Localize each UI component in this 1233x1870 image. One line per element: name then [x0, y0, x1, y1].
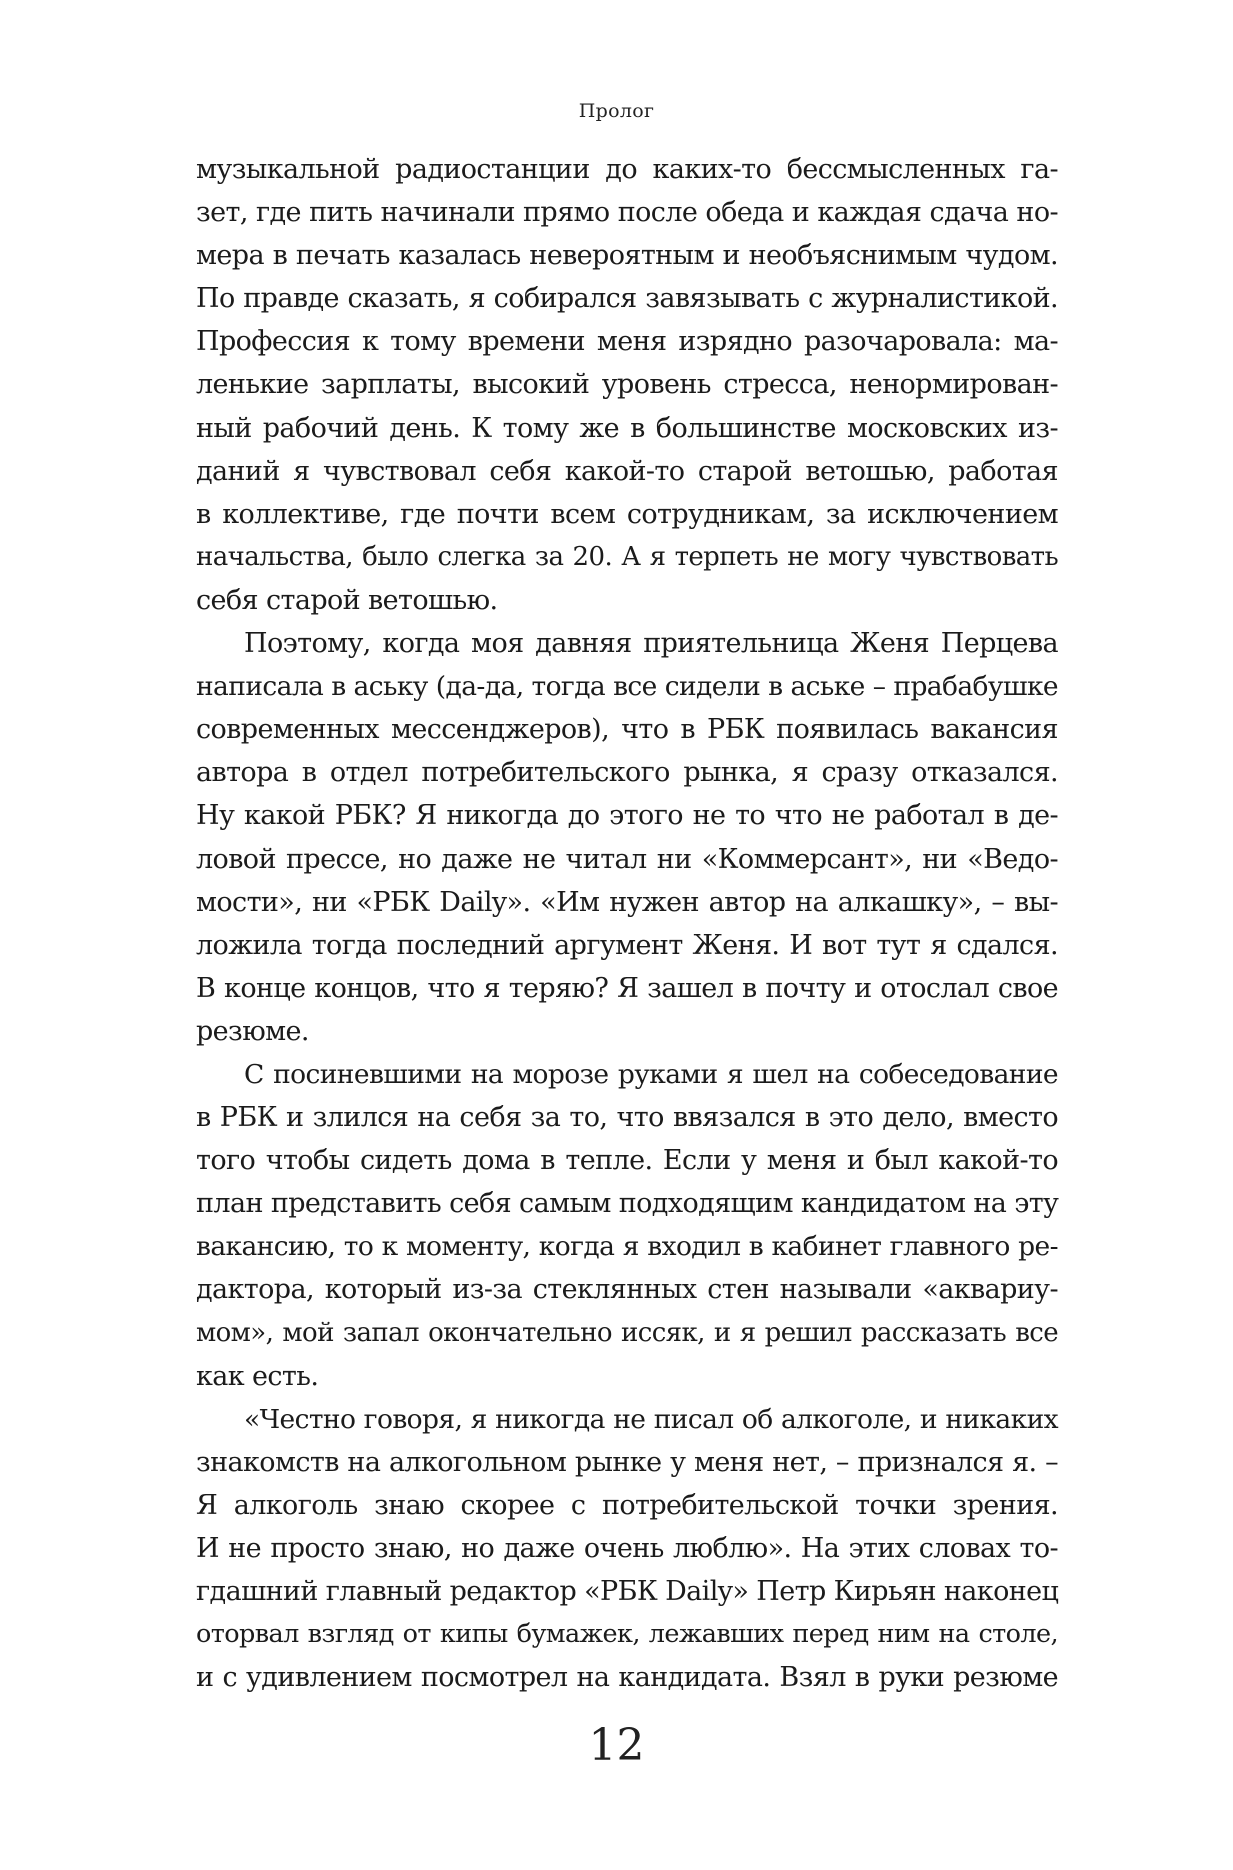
text-line: Ну какой РБК? Я никогда до этого не то что не работал в де- [196, 800, 1058, 832]
text-line: зет, где пить начинали прямо после обеда и каждая сдача но- [196, 197, 1058, 229]
text-line: автора в отдел потребительского рынка, я сразу отказался. [196, 757, 1058, 789]
text-line: музыкальной радиостанции до каких-то бессмысленных га- [196, 154, 1058, 185]
text-line: написала в аську (да-да, тогда все сидели в аське – прабабушке [196, 671, 1058, 703]
text-line: С посиневшими на морозе руками я шел на собеседование [244, 1058, 1058, 1090]
text-line: «Честно говоря, я никогда не писал об алкоголе, и никаких [244, 1403, 1058, 1435]
text-line: дактора, который из-за стеклянных стен называли «аквариу- [196, 1274, 1058, 1306]
text-line: Я алкоголь знаю скорее с потребительской точки зрения. [196, 1489, 1058, 1521]
text-line: знакомств на алкогольном рынке у меня нет, – признался я. – [196, 1446, 1058, 1478]
text-line: того чтобы сидеть дома в тепле. Если у меня и был какой-то [196, 1145, 1058, 1177]
text-line: современных мессенджеров), что в РБК появилась вакансия [196, 714, 1058, 746]
text-line: гдашний главный редактор «РБК Daily» Петр Кирьян наконец [196, 1576, 1059, 1608]
text-line: план представить себя самым подходящим кандидатом на эту [196, 1188, 1059, 1220]
running-head: Пролог [578, 100, 655, 122]
text-line: ложила тогда последний аргумент Женя. И вот тут я сдался. [196, 929, 1058, 961]
text-line: даний я чувствовал себя какой-то старой ветошью, работая [196, 455, 1058, 487]
text-line: мости», ни «РБК Daily». «Им нужен автор на алкашку», – вы- [196, 886, 1058, 918]
text-line: в РБК и злился на себя за то, что ввязался в это дело, вместо [196, 1102, 1058, 1134]
text-line: Профессия к тому времени меня изрядно разочаровала: ма- [196, 326, 1058, 358]
text-line: вакансию, то к моменту, когда я входил в кабинет главного ре- [196, 1231, 1058, 1263]
text-line: оторвал взгляд от кипы бумажек, лежавших перед ним на столе, [196, 1619, 1058, 1650]
text-line: Поэтому, когда моя давняя приятельница Женя Перцева [244, 628, 1058, 660]
text-line: и с удивлением посмотрел на кандидата. Взял в руки резюме [196, 1662, 1058, 1694]
text-line: ный рабочий день. К тому же в большинстве московских из- [196, 412, 1058, 444]
text-line: ловой прессе, но даже не читал ни «Коммерсант», ни «Ведо- [196, 843, 1058, 875]
text-line: мера в печать казалась невероятным и необъяснимым чудом. [196, 240, 1058, 272]
text-line: резюме. [196, 1015, 309, 1047]
text-line: И не просто знаю, но даже очень люблю». На этих словах то- [196, 1533, 1058, 1564]
text-line: как есть. [196, 1360, 319, 1392]
text-line: начальства, было слегка за 20. А я терпеть не могу чувствовать [196, 541, 1058, 572]
text-line: себя старой ветошью. [196, 584, 498, 616]
page-number: 12 [588, 1720, 645, 1771]
text-line: мом», мой запал окончательно иссяк, и я решил рассказать все [196, 1317, 1058, 1348]
text-line: в коллективе, где почти всем сотрудникам, за исключением [196, 498, 1058, 530]
text-line: ленькие зарплаты, высокий уровень стресса, ненормирован- [196, 369, 1058, 401]
text-line: В конце концов, что я теряю? Я зашел в почту и отослал свое [196, 972, 1058, 1004]
body-text [196, 148, 1058, 1699]
text-line: По правде сказать, я собирался завязывать с журналистикой. [196, 283, 1058, 315]
